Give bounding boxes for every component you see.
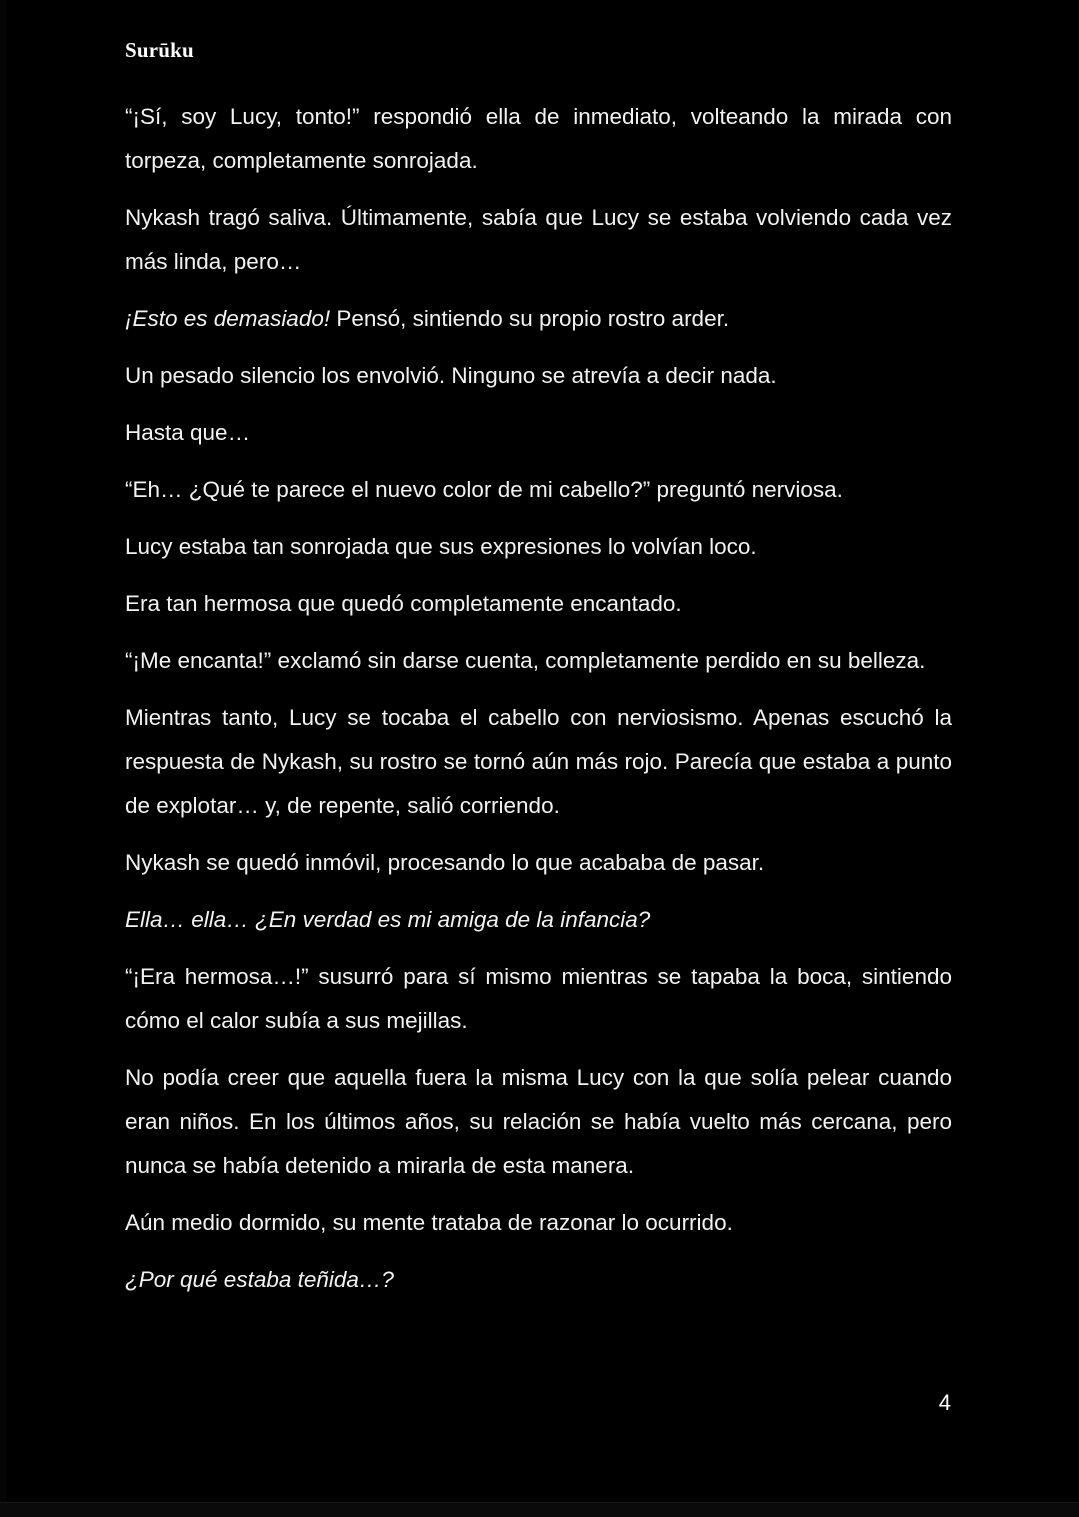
body-paragraph: Nykash tragó saliva. Últimamente, sabía que Lucy se estaba volviendo cada vez más linda, pero…: [125, 205, 952, 275]
body-paragraph: Hasta que…: [125, 420, 251, 446]
body-paragraph: Lucy estaba tan sonrojada que sus expresiones lo volvían loco.: [125, 534, 757, 560]
body-paragraph: Mientras tanto, Lucy se tocaba el cabello con nerviosismo. Apenas escuchó la respuesta de Nykash, su rostro se tornó aún más rojo. Parecía que estaba a punto de explotar… y, de repente, salió corriendo.: [125, 705, 952, 819]
body-paragraph: Aún medio dormido, su mente trataba de razonar lo ocurrido.: [125, 1210, 733, 1236]
page-number: 4: [938, 1390, 951, 1415]
body-paragraph: No podía creer que aquella fuera la misma Lucy con la que solía pelear cuando eran niños. En los últimos años, su relación se había vuelto más cercana, pero nunca se había detenido a mirarla de esta manera.: [125, 1065, 952, 1179]
body-paragraph: “¡Era hermosa…!” susurró para sí mismo mientras se tapaba la boca, sintiendo cómo el calor subía a sus mejillas.: [125, 964, 952, 1034]
running-head: Surūku: [125, 38, 194, 62]
body-paragraph: Nykash se quedó inmóvil, procesando lo que acababa de pasar.: [125, 850, 765, 876]
inner-thought-text: ¡Esto es demasiado!: [125, 306, 331, 332]
page-bottom-edge: [0, 1502, 1079, 1517]
body-paragraph: “¡Sí, soy Lucy, tonto!” respondió ella de inmediato, volteando la mirada con torpeza, completamente sonrojada.: [125, 104, 952, 174]
paragraph-remainder: Pensó, sintiendo su propio rostro arder.: [330, 306, 730, 332]
page-left-edge: [0, 0, 6, 1517]
body-paragraph-italic-lead: [125, 297, 952, 341]
body-paragraph: “Eh… ¿Qué te parece el nuevo color de mi cabello?” preguntó nerviosa.: [125, 477, 843, 503]
body-paragraph: Un pesado silencio los envolvió. Ninguno se atrevía a decir nada.: [125, 363, 777, 389]
body-paragraph: Era tan hermosa que quedó completamente encantado.: [125, 591, 682, 617]
page-content: [125, 38, 952, 1315]
body-paragraph-italic: Ella… ella… ¿En verdad es mi amiga de la infancia?: [125, 907, 651, 933]
body-paragraph: “¡Me encanta!” exclamó sin darse cuenta, completamente perdido en su belleza.: [125, 648, 926, 674]
body-paragraph-italic: ¿Por qué estaba teñida…?: [125, 1267, 394, 1293]
